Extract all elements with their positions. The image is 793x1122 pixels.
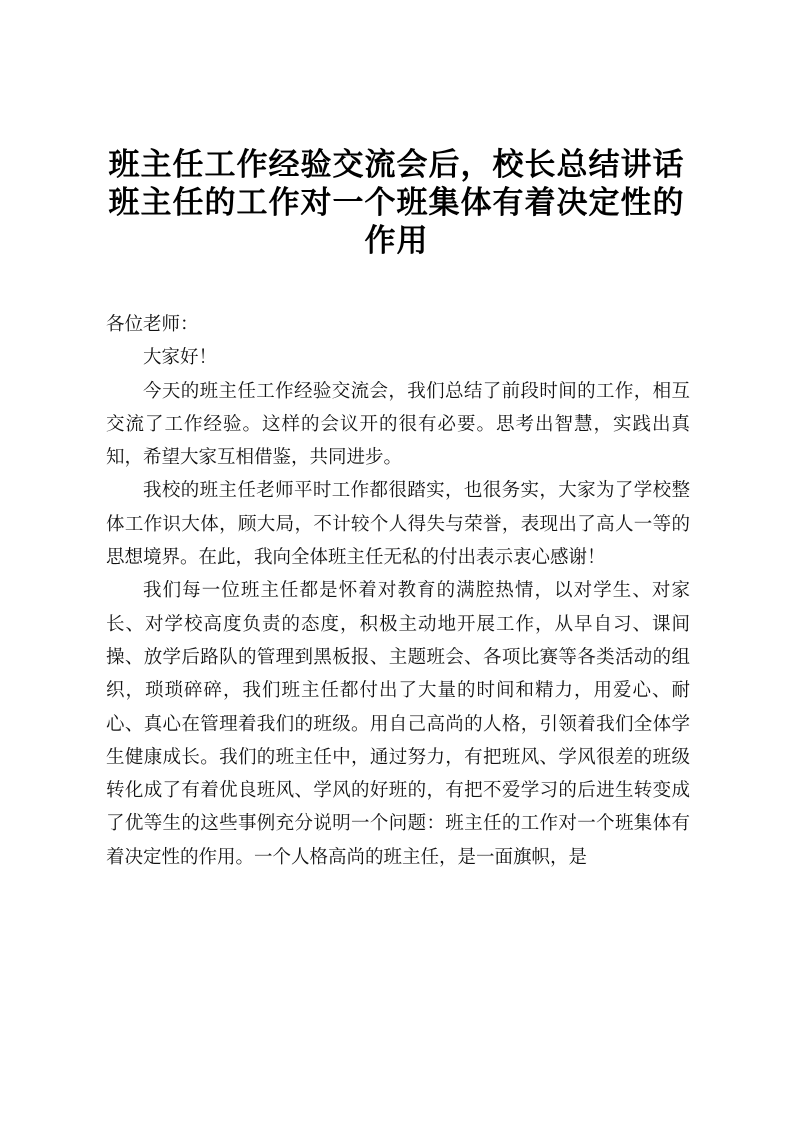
paragraph-greeting: 大家好！ [143, 347, 218, 369]
paragraph-meeting-summary: 今天的班主任工作经验交流会，我们总结了前段时间的工作，相互交流了工作经验。这样的会议开的很有必要。思考出智慧，实践出真知，希望大家互相借鉴，共同进步。 [106, 380, 690, 469]
title-line-2: 班主任的工作对一个班集体有着决定性的 [108, 185, 685, 221]
document-title [60, 146, 733, 260]
title-line-1: 班主任工作经验交流会后，校长总结讲话 [108, 147, 685, 183]
paragraph-teacher-work: 我们每一位班主任都是怀着对教育的满腔热情，以对学生、对家长、对学校高度负责的态度，积极主动地开展工作，从早自习、课间操、放学后路队的管理到黑板报、主题班会、各项比赛等各类活动的组织，琐琐碎碎，我们班主任都付出了大量的时间和精力，用爱心、耐心、真心在管理着我们的班级。用自己高尚的人格，引领着我们全体学生健康成长。我们的班主任中，通过努力，有把班风、学风很差的班级转化成了有着优良班风、学风的好班的，有把不爱学习的后进生转变成了优等生的这些事例充分说明一个问题：班主任的工作对一个班集体有着决定性的作用。一个人格高尚的班主任，是一面旗帜，是 [106, 580, 690, 868]
document-body [106, 308, 690, 874]
title-line-3: 作用 [364, 223, 429, 259]
salutation: 各位老师： [106, 314, 199, 335]
paragraph-thanks: 我校的班主任老师平时工作都很踏实，也很务实，大家为了学校整体工作识大体，顾大局，不计较个人得失与荣誉，表现出了高人一等的思想境界。在此，我向全体班主任无私的付出表示衷心感谢！ [106, 480, 690, 569]
